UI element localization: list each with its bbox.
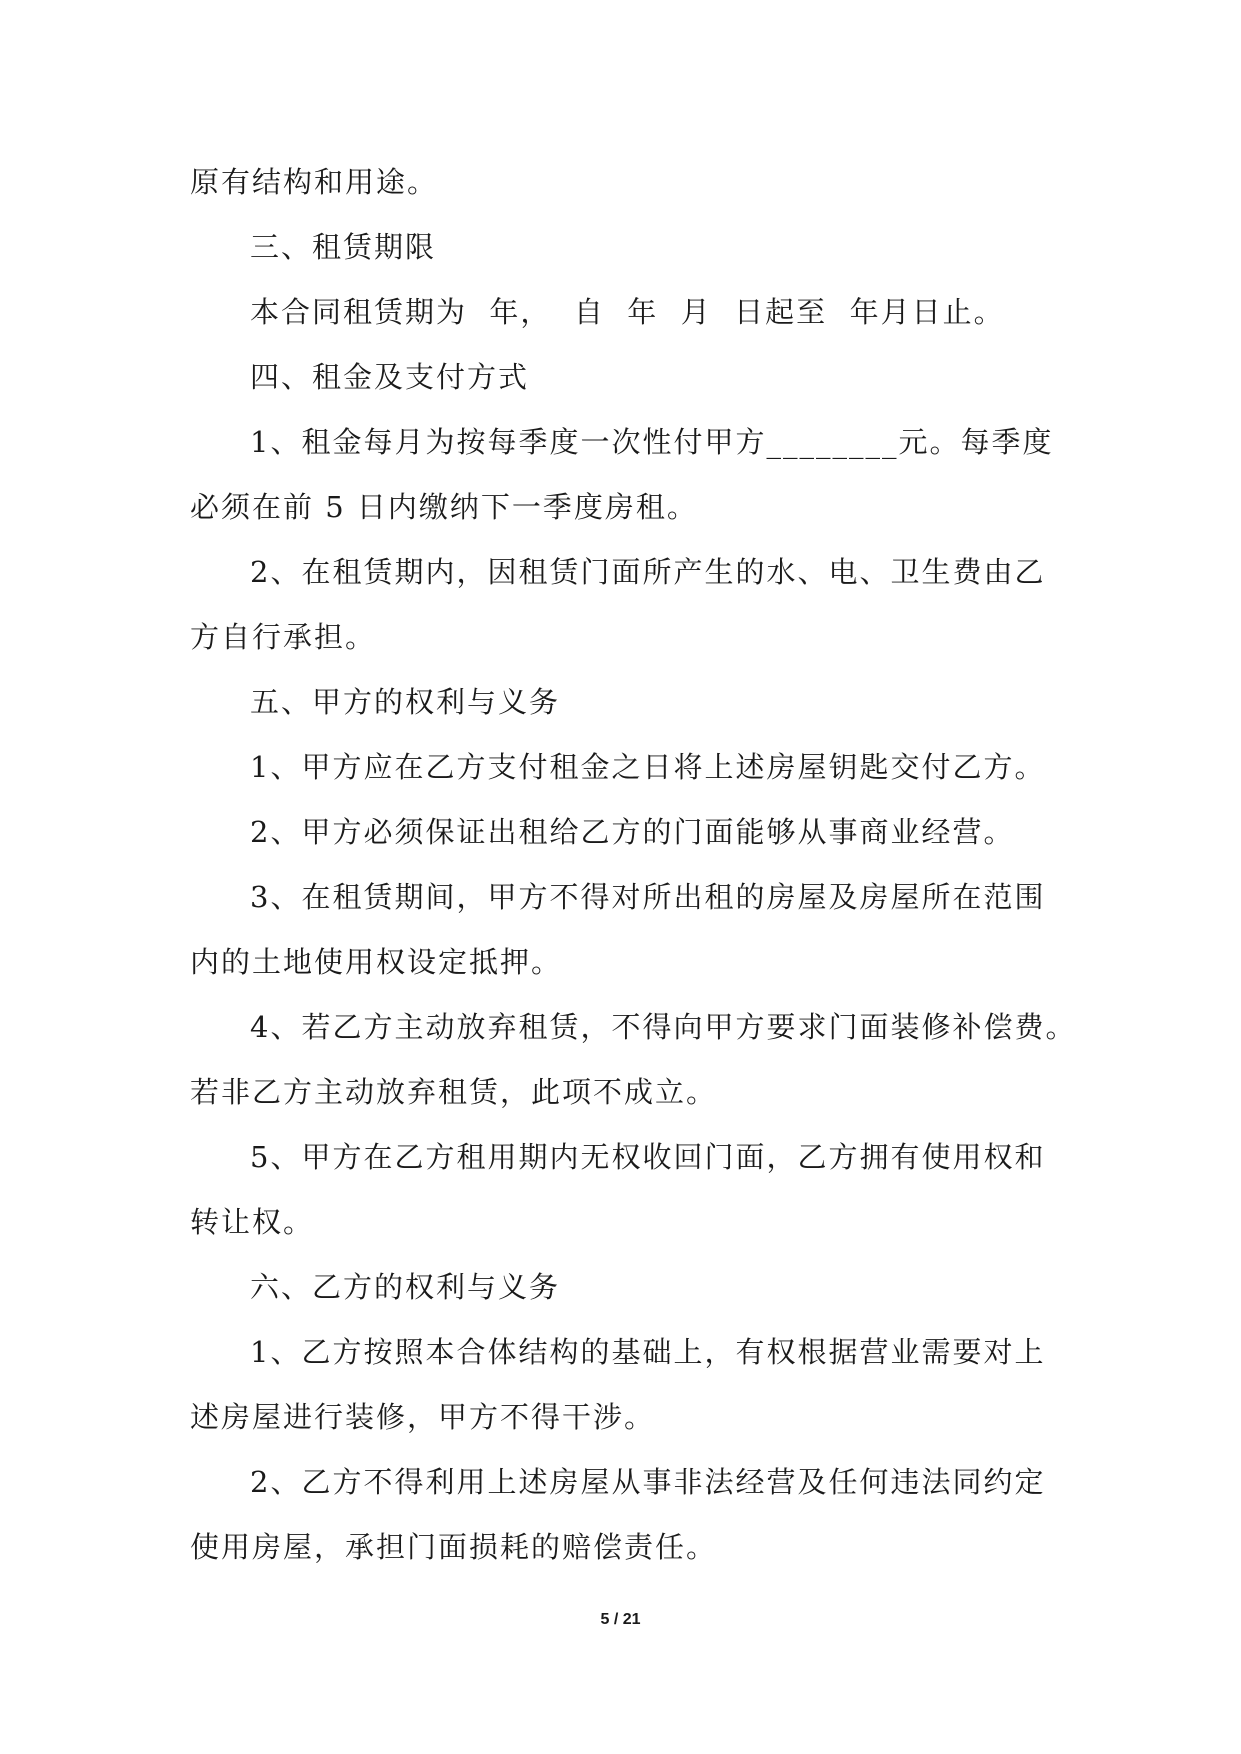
page-number: 5 / 21	[600, 1611, 641, 1628]
text-line: 本合同租赁期为 年， 自 年 月 日起至 年月日止。	[250, 295, 1005, 329]
text-line: 方自行承担。	[190, 620, 377, 654]
text-line: 内的土地使用权设定抵押。	[190, 945, 563, 979]
text-line: 5、甲方在乙方租用期内无权收回门面，乙方拥有使用权和	[250, 1140, 1046, 1174]
text-line: 2、在租赁期内，因租赁门面所产生的水、电、卫生费由乙	[250, 555, 1046, 589]
text-line: 4、若乙方主动放弃租赁，不得向甲方要求门面装修补偿费。	[250, 1010, 1077, 1044]
text-line: 原有结构和用途。	[190, 165, 439, 199]
text-line: 转让权。	[190, 1205, 315, 1239]
section-heading: 六、乙方的权利与义务	[250, 1270, 561, 1304]
text-line: 1、甲方应在乙方支付租金之日将上述房屋钥匙交付乙方。	[250, 750, 1046, 784]
section-heading: 四、租金及支付方式	[250, 360, 530, 394]
text-line: 1、租金每月为按每季度一次性付甲方________元。每季度	[250, 425, 1054, 459]
text-line: 使用房屋，承担门面损耗的赔偿责任。	[190, 1530, 718, 1564]
text-line: 2、甲方必须保证出租给乙方的门面能够从事商业经营。	[250, 815, 1015, 849]
section-heading: 三、租赁期限	[250, 230, 437, 264]
text-line: 1、乙方按照本合体结构的基础上，有权根据营业需要对上	[250, 1335, 1046, 1369]
text-line: 3、在租赁期间，甲方不得对所出租的房屋及房屋所在范围	[250, 880, 1046, 914]
text-line: 必须在前 5 日内缴纳下一季度房租。	[190, 490, 698, 524]
text-line: 2、乙方不得利用上述房屋从事非法经营及任何违法同约定	[250, 1465, 1046, 1499]
text-line: 若非乙方主动放弃租赁，此项不成立。	[190, 1075, 718, 1109]
section-heading: 五、甲方的权利与义务	[250, 685, 561, 719]
text-line: 述房屋进行装修，甲方不得干涉。	[190, 1400, 656, 1434]
